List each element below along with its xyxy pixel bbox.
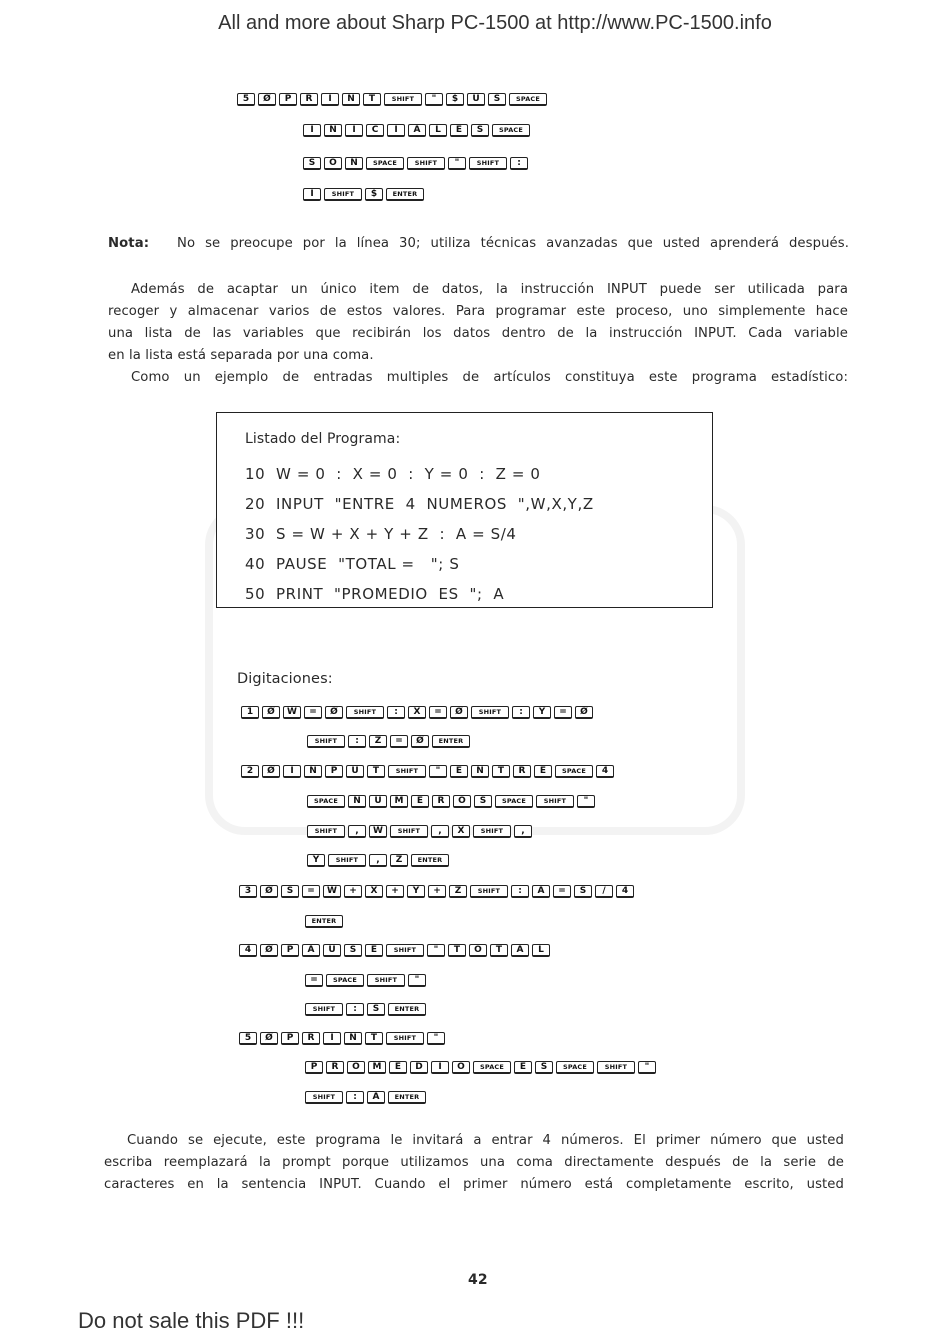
keycap-shift: SHIFT — [597, 1061, 635, 1074]
keycap-zero: Ø — [258, 93, 276, 106]
keycap-e: E — [389, 1061, 407, 1074]
keycap-shift: SHIFT — [407, 157, 445, 170]
keycap-enter: ENTER — [386, 188, 424, 201]
keycap-shift: SHIFT — [305, 1091, 343, 1104]
keycap-p: P — [281, 1032, 299, 1045]
keycap-p: P — [279, 93, 297, 106]
keycap-enter: ENTER — [305, 915, 343, 928]
keycap-shift: SHIFT — [469, 157, 507, 170]
keycap-space: SPACE — [556, 1061, 594, 1074]
keycap-3: 3 — [239, 885, 257, 898]
keycap-quote: " — [408, 974, 426, 987]
keycap-equals: = — [390, 735, 408, 748]
keycap-shift: SHIFT — [470, 885, 508, 898]
keycap-shift: SHIFT — [386, 944, 424, 957]
keycap-n: N — [348, 795, 366, 808]
program-listing-box — [216, 412, 713, 608]
keycap-plus: + — [428, 885, 446, 898]
keycap-shift: SHIFT — [328, 854, 366, 867]
keycap-zero: Ø — [262, 765, 280, 778]
keycap-colon: : — [348, 735, 366, 748]
keycap-t: T — [492, 765, 510, 778]
top-key-row-2 — [303, 124, 530, 137]
keycap-shift: SHIFT — [388, 765, 426, 778]
keycap-o: O — [452, 1061, 470, 1074]
digit-key-row — [239, 1032, 445, 1045]
listing-line: 30 S = W + X + Y + Z : A = S/4 — [245, 525, 517, 543]
keycap-a: A — [532, 885, 550, 898]
keycap-s: S — [344, 944, 362, 957]
keycap-o: O — [469, 944, 487, 957]
keycap-e: E — [365, 944, 383, 957]
listing-line: 20 INPUT "ENTRE 4 NUMEROS ",W,X,Y,Z — [245, 495, 594, 513]
paragraph-2-line: caracteres en la sentencia INPUT. Cuando el primer número está completamente escrito, usted — [104, 1177, 844, 1192]
keycap-e: E — [514, 1061, 532, 1074]
keycap-m: M — [368, 1061, 386, 1074]
digit-key-row — [241, 765, 614, 778]
keycap-z: Z — [390, 854, 408, 867]
digit-key-row — [305, 1003, 426, 1016]
keycap-zero: Ø — [262, 706, 280, 719]
keycap-space: SPACE — [492, 124, 530, 137]
keycap-e: E — [450, 765, 468, 778]
keycap-colon: : — [346, 1091, 364, 1104]
top-key-row-4 — [303, 188, 424, 201]
keycap-t: T — [448, 944, 466, 957]
keycap-u: U — [369, 795, 387, 808]
keycap-i: I — [431, 1061, 449, 1074]
keycap-x: X — [408, 706, 426, 719]
keycap-o: O — [347, 1061, 365, 1074]
paragraph-1-line: una lista de las variables que recibirán los datos dentro de la instrucción INPUT. Cada variable — [108, 326, 848, 341]
site-header: All and more about Sharp PC-1500 at http://www.PC-1500.info — [218, 12, 772, 34]
keycap-colon: : — [511, 885, 529, 898]
keycap-zero: Ø — [260, 1032, 278, 1045]
keycap-d: D — [410, 1061, 428, 1074]
keycap-u: U — [346, 765, 364, 778]
keycap-quote: " — [425, 93, 443, 106]
keycap-y: Y — [407, 885, 425, 898]
keycap-u: U — [467, 93, 485, 106]
keycap-shift: SHIFT — [471, 706, 509, 719]
keycap-equals: = — [553, 885, 571, 898]
keycap-s: S — [303, 157, 321, 170]
paragraph-1-line: Además de acaptar un único item de datos, la instrucción INPUT puede ser utilicada para — [131, 282, 848, 297]
digit-key-row — [305, 1091, 426, 1104]
keycap-quote: " — [429, 765, 447, 778]
keycap-shift: SHIFT — [346, 706, 384, 719]
keycap-s: S — [488, 93, 506, 106]
keycap-shift: SHIFT — [367, 974, 405, 987]
listing-line: 10 W = 0 : X = 0 : Y = 0 : Z = 0 — [245, 465, 541, 483]
keycap-quote: " — [638, 1061, 656, 1074]
keycap-t: T — [490, 944, 508, 957]
keycap-5: 5 — [239, 1032, 257, 1045]
keycap-o: O — [453, 795, 471, 808]
keycap-r: R — [302, 1032, 320, 1045]
keycap-4: 4 — [596, 765, 614, 778]
keycap-equals: = — [554, 706, 572, 719]
keycap-n: N — [342, 93, 360, 106]
digit-key-row — [307, 825, 532, 838]
keycap-colon: : — [346, 1003, 364, 1016]
keycap-comma: , — [348, 825, 366, 838]
keycap-zero: Ø — [260, 885, 278, 898]
digit-key-row — [307, 735, 470, 748]
keycap-zero: Ø — [260, 944, 278, 957]
digit-key-row — [241, 706, 593, 719]
keycap-shift: SHIFT — [386, 1032, 424, 1045]
digit-key-row — [305, 974, 426, 987]
keycap-zero: Ø — [450, 706, 468, 719]
keycap-s: S — [535, 1061, 553, 1074]
listing-title: Listado del Programa: — [245, 431, 401, 447]
keycap-x: X — [452, 825, 470, 838]
digit-key-row — [307, 795, 595, 808]
keycap-t: T — [365, 1032, 383, 1045]
keycap-i: I — [387, 124, 405, 137]
keycap-e: E — [450, 124, 468, 137]
keycap-slash: / — [595, 885, 613, 898]
keycap-i: I — [321, 93, 339, 106]
keycap-4: 4 — [239, 944, 257, 957]
listing-line: 50 PRINT "PROMEDIO ES "; A — [245, 585, 505, 603]
digit-key-row — [239, 885, 634, 898]
keycap-a: A — [367, 1091, 385, 1104]
keycap-n: N — [324, 124, 342, 137]
keycap-r: R — [326, 1061, 344, 1074]
footer-note: Do not sale this PDF !!! — [78, 1308, 305, 1333]
top-key-row-3 — [303, 157, 528, 170]
keycap-y: Y — [307, 854, 325, 867]
keycap-m: M — [390, 795, 408, 808]
keycap-t: T — [367, 765, 385, 778]
keycap-i: I — [283, 765, 301, 778]
paragraph-1-line: Como un ejemplo de entradas multiples de artículos constituya este programa estadístico: — [131, 370, 848, 385]
keycap-space: SPACE — [555, 765, 593, 778]
keycap-shift: SHIFT — [384, 93, 422, 106]
keycap-space: SPACE — [495, 795, 533, 808]
keycap-t: T — [363, 93, 381, 106]
keycap-w: W — [369, 825, 387, 838]
keycap-comma: , — [514, 825, 532, 838]
keycap-e: E — [534, 765, 552, 778]
keycap-i: I — [345, 124, 363, 137]
keycap-u: U — [323, 944, 341, 957]
keycap-equals: = — [302, 885, 320, 898]
keycap-zero: Ø — [575, 706, 593, 719]
keycap-comma: , — [369, 854, 387, 867]
top-key-row-1 — [237, 93, 547, 106]
keycap-r: R — [432, 795, 450, 808]
digit-key-row — [305, 1061, 656, 1074]
nota-label: Nota: — [108, 236, 150, 251]
keycap-n: N — [345, 157, 363, 170]
keycap-quote: " — [427, 944, 445, 957]
keycap-n: N — [344, 1032, 362, 1045]
keycap-r: R — [300, 93, 318, 106]
keycap-dollar: $ — [365, 188, 383, 201]
keycap-shift: SHIFT — [536, 795, 574, 808]
keycap-space: SPACE — [473, 1061, 511, 1074]
keycap-s: S — [367, 1003, 385, 1016]
keycap-quote: " — [577, 795, 595, 808]
paragraph-1 — [108, 279, 848, 389]
keycap-colon: : — [510, 157, 528, 170]
keycap-4: 4 — [616, 885, 634, 898]
keycap-o: O — [324, 157, 342, 170]
keycap-l: L — [532, 944, 550, 957]
keycap-shift: SHIFT — [473, 825, 511, 838]
paragraph-1-line: en la lista está separada por una coma. — [108, 348, 374, 363]
keycap-n: N — [304, 765, 322, 778]
keycap-space: SPACE — [509, 93, 547, 106]
keycap-x: X — [365, 885, 383, 898]
keycap-plus: + — [344, 885, 362, 898]
keycap-quote: " — [427, 1032, 445, 1045]
keycap-p: P — [281, 944, 299, 957]
keycap-shift: SHIFT — [307, 825, 345, 838]
keycap-e: E — [411, 795, 429, 808]
keycap-equals: = — [305, 974, 323, 987]
keycap-n: N — [471, 765, 489, 778]
keycap-1: 1 — [241, 706, 259, 719]
keycap-y: Y — [533, 706, 551, 719]
keycap-p: P — [305, 1061, 323, 1074]
keycap-shift: SHIFT — [324, 188, 362, 201]
keycap-enter: ENTER — [388, 1091, 426, 1104]
keycap-plus: + — [386, 885, 404, 898]
keycap-shift: SHIFT — [305, 1003, 343, 1016]
keycap-s: S — [574, 885, 592, 898]
keycap-z: Z — [369, 735, 387, 748]
keycap-i: I — [323, 1032, 341, 1045]
paragraph-2 — [104, 1130, 844, 1196]
nota-text: No se preocupe por la línea 30; utiliza técnicas avanzadas que usted aprenderá después. — [177, 236, 849, 251]
keycap-dollar: $ — [446, 93, 464, 106]
keycap-s: S — [474, 795, 492, 808]
listing-line: 40 PAUSE "TOTAL = "; S — [245, 555, 460, 573]
keycap-i: I — [303, 124, 321, 137]
keycap-z: Z — [449, 885, 467, 898]
keycap-i: I — [303, 188, 321, 201]
keycap-colon: : — [387, 706, 405, 719]
keycap-enter: ENTER — [411, 854, 449, 867]
keycap-5: 5 — [237, 93, 255, 106]
keycap-colon: : — [512, 706, 530, 719]
paragraph-2-line: Cuando se ejecute, este programa le invitará a entrar 4 números. El primer número que usted — [127, 1133, 844, 1148]
keycap-r: R — [513, 765, 531, 778]
paragraph-2-line: escriba reemplazará la prompt porque utilizamos una coma directamente después de la serie de — [104, 1155, 844, 1170]
keycap-l: L — [429, 124, 447, 137]
keycap-p: P — [325, 765, 343, 778]
keycap-a: A — [408, 124, 426, 137]
keycap-space: SPACE — [307, 795, 345, 808]
keycap-space: SPACE — [326, 974, 364, 987]
keycap-quote: " — [448, 157, 466, 170]
digit-key-row — [307, 854, 449, 867]
keycap-w: W — [323, 885, 341, 898]
keycap-shift: SHIFT — [390, 825, 428, 838]
page-number: 42 — [468, 1272, 488, 1288]
keycap-a: A — [302, 944, 320, 957]
keycap-a: A — [511, 944, 529, 957]
digit-key-row — [239, 944, 550, 957]
digitaciones-title: Digitaciones: — [237, 671, 333, 687]
keycap-w: W — [283, 706, 301, 719]
keycap-shift: SHIFT — [307, 735, 345, 748]
keycap-zero: Ø — [411, 735, 429, 748]
paragraph-1-line: recoger y almacenar varios de estos valores. Para programar este proceso, uno simplemente hace — [108, 304, 848, 319]
keycap-comma: , — [431, 825, 449, 838]
keycap-s: S — [281, 885, 299, 898]
keycap-s: S — [471, 124, 489, 137]
keycap-enter: ENTER — [388, 1003, 426, 1016]
keycap-enter: ENTER — [432, 735, 470, 748]
keycap-space: SPACE — [366, 157, 404, 170]
keycap-equals: = — [429, 706, 447, 719]
keycap-zero: Ø — [325, 706, 343, 719]
keycap-2: 2 — [241, 765, 259, 778]
keycap-c: C — [366, 124, 384, 137]
digit-key-row — [305, 915, 343, 928]
keycap-equals: = — [304, 706, 322, 719]
